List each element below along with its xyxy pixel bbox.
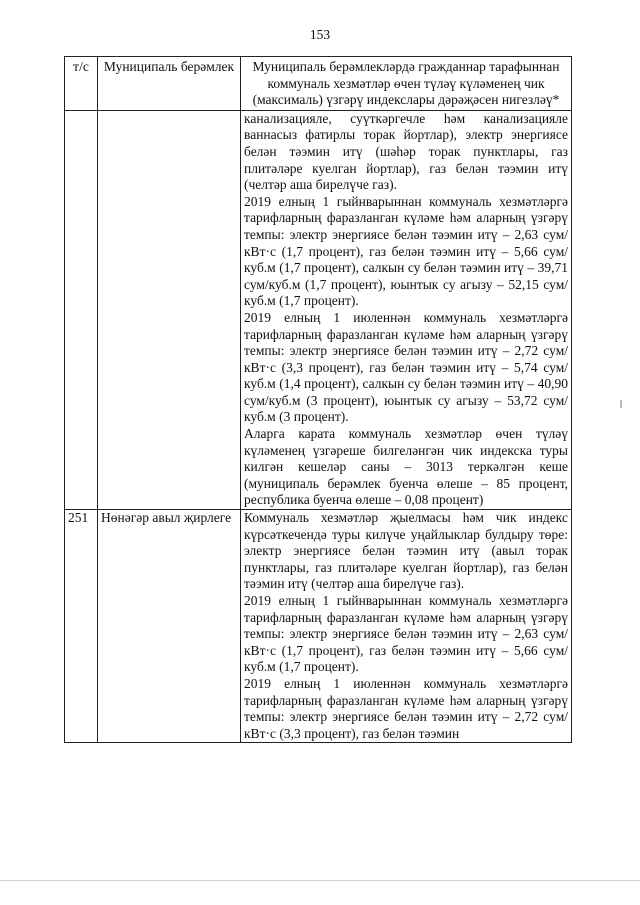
header-number: т/с [65, 57, 98, 111]
paragraph: 2019 елның 1 июленнән коммуналь хезмәтләргә тарифларның фаразланган күләме һәм аларның үзгәрү темпы: электр энергиясе белән тәэмин итү – 2,72 сум/кВт·с (3,3 процент), газ белән тәэмин [244, 675, 568, 741]
row-municipality: Нөнәгәр авыл җирлеге [98, 510, 241, 743]
scan-speck [620, 400, 622, 408]
page-number: 153 [309, 27, 331, 42]
tariff-table [64, 56, 572, 743]
table-row [65, 110, 572, 509]
row-number: 251 [65, 510, 98, 743]
header-municipality: Муниципаль берәмлек [98, 57, 241, 111]
table-row [65, 510, 572, 743]
paragraph: Аларга карата коммуналь хезмәтләр өчен түләү күләменең үзгәреше билгеләнгән чик индекска туры килгән кешеләр саны – 3013 теркәлгән кеше (муниципаль берәмлек буенча өлеше – 85 процент, республика буенча өлеше – 0,08 процент) [244, 426, 568, 508]
row-municipality [98, 110, 241, 509]
paragraph: Коммуналь хезмәтләр җыелмасы һәм чик индекс күрсәткечендә туры килүче уңайлыклар булдыру төре: электр энергиясе белән тәэмин итү (авыл торак пунктлары, газ плитәләре куелган йортлар), газ белән тәэмин итү (челтәр аша бирелүче газ). [244, 510, 568, 592]
paragraph: канализацияле, суүткәргечле һәм канализацияле ваннасыз фатирлы торак йортлар), электр энергиясе белән тәэмин итү (шәһәр торак пунктлары, газ плитәләре куелган йортлар), газ белән тәэмин итү (челтәр аша бирелүче газ). [244, 110, 568, 193]
row-number [65, 110, 98, 509]
paragraph: 2019 елның 1 гыйнварыннан коммуналь хезмәтләргә тарифларның фаразланган күләме һәм аларның үзгәрү темпы: электр энергиясе белән тәэмин итү – 2,63 сум/кВт·с (1,7 процент), газ белән тәэмин итү – 5,66 сум/куб.м (1,7 процент). [244, 593, 568, 675]
row-justification [241, 110, 572, 509]
table-header-row [65, 57, 572, 111]
scan-edge-line [0, 880, 640, 881]
paragraph: 2019 елның 1 гыйнварыннан коммуналь хезмәтләргә тарифларның фаразланган күләме һәм аларның үзгәрү темпы: электр энергиясе белән тәэмин итү – 2,63 сум/кВт·с (1,7 процент), газ белән тәэмин итү – 5,66 сум/куб.м (1,7 процент), салкын су белән тәэмин итү – 39,71 сум/куб.м (1,7 процент), юынтык су агызу – 52,15 сум/куб.м (1,7 процент). [244, 193, 568, 309]
header-justification: Муниципаль берәмлекләрдә гражданнар тарафыннан коммуналь хезмәтләр өчен түләү күләменең чик (максималь) үзгәрү индекслары дәрәҗәсен нигезләү* [241, 57, 572, 111]
row-justification [241, 510, 572, 743]
paragraph: 2019 елның 1 июленнән коммуналь хезмәтләргә тарифларның фаразланган күләме һәм аларның үзгәрү темпы: электр энергиясе белән тәэмин итү – 2,72 сум/кВт·с (3,3 процент), газ белән тәэмин итү – 5,74 сум/куб.м (1,4 процент), салкын су белән тәэмин итү – 40,90 сум/куб.м (3 процент), юынтык су агызу – 53,72 сум/куб.м (3 процент). [244, 309, 568, 425]
